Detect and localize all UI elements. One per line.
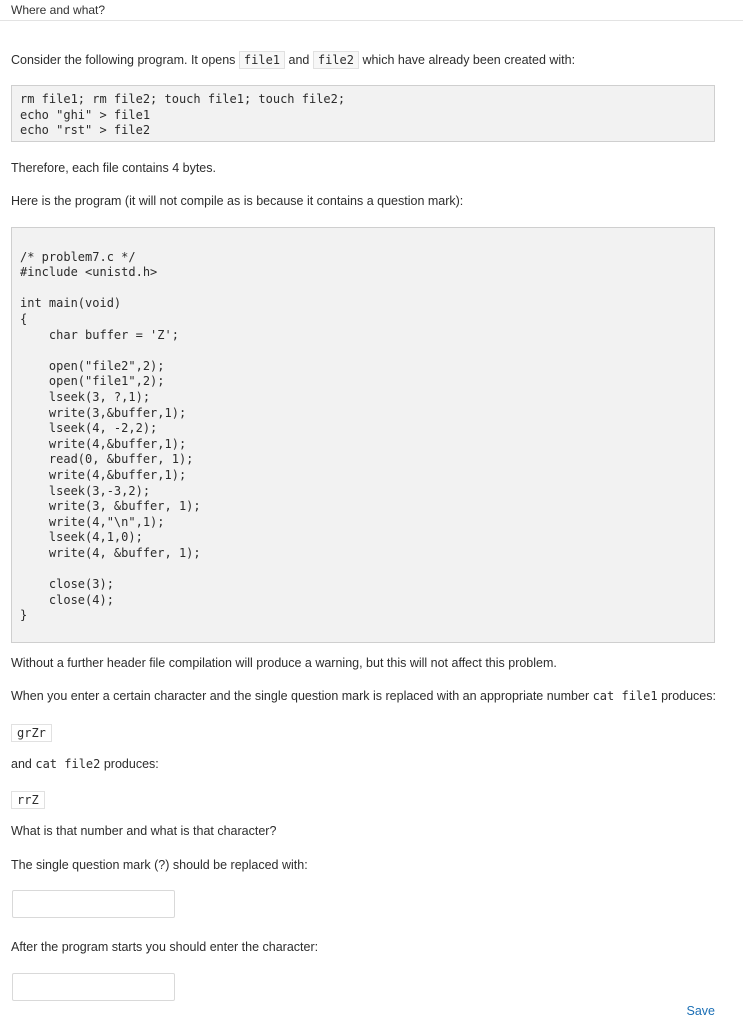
warning-note: Without a further header file compilation will produce a warning, but this will not affect this problem. xyxy=(11,656,557,670)
intro-text-before: Consider the following program. It opens xyxy=(11,53,239,67)
intro-text-after: which have already been created with: xyxy=(358,53,576,67)
save-link[interactable]: Save xyxy=(686,1004,715,1018)
number-answer-input[interactable] xyxy=(12,890,175,918)
question-title: Where and what? xyxy=(11,3,106,17)
file1-code: file1 xyxy=(239,51,285,69)
program-code-block: /* problem7.c */ #include <unistd.h> int main(void) { char buffer = 'Z'; open("file2",2); open("file1",2); lseek(3, ?,1); write(3,&buffer,1); lseek(4, -2,2); write(4,&buffer,1); read(0, &buffer, 1); write(4,&buffer,1); lseek(3,-3,2); write(3, &buffer, 1); write(4,"\n",1); lseek(4,1,0); write(4, &buffer, 1); close(3); close(4); } xyxy=(11,227,715,643)
file2-line-text: and xyxy=(11,757,36,771)
bytes-note: Therefore, each file contains 4 bytes. xyxy=(11,161,216,175)
file2-line xyxy=(11,757,159,771)
question-line xyxy=(11,689,716,703)
number-prompt: The single question mark (?) should be replaced with: xyxy=(11,858,308,872)
question-line-text: When you enter a certain character and the single question mark is replaced with an appropriate number xyxy=(11,689,593,703)
program-intro: Here is the program (it will not compile as is because it contains a question mark): xyxy=(11,194,464,208)
cat-file1-command: cat file1 xyxy=(592,689,658,703)
cat-file2-command: cat file2 xyxy=(35,757,101,771)
intro-paragraph xyxy=(11,53,575,67)
question-line-after: produces: xyxy=(657,689,716,703)
char-prompt: After the program starts you should enter the character: xyxy=(11,940,319,954)
intro-and: and xyxy=(285,53,313,67)
question-text: What is that number and what is that character? xyxy=(11,824,277,838)
file2-output: rrZ xyxy=(11,791,45,809)
top-bar xyxy=(0,0,743,21)
file2-line-after: produces: xyxy=(100,757,159,771)
setup-code-block: rm file1; rm file2; touch file1; touch file2; echo "ghi" > file1 echo "rst" > file2 xyxy=(11,85,715,142)
file1-output: grZr xyxy=(11,724,52,742)
char-answer-input[interactable] xyxy=(12,973,175,1001)
file2-code: file2 xyxy=(313,51,359,69)
